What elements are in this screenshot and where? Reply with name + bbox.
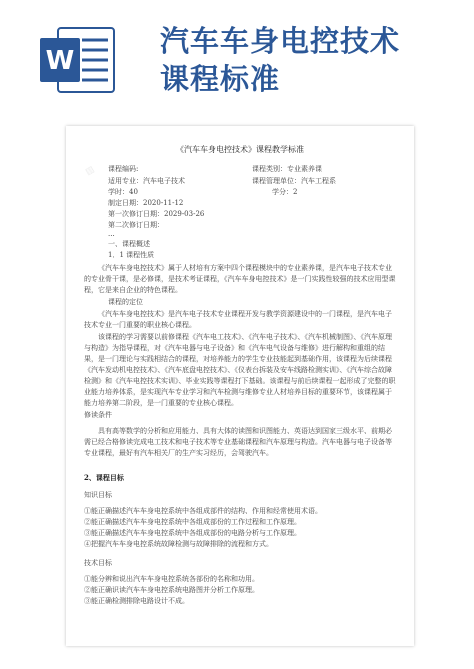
- paragraph-courses: 该课程的学习需要以前修课程《汽车电工技术》、《汽车电子技术》、《汽车机械制图》、《汽车原理与构造》为指导课程，对《汽车电器与电子设备》和《汽车电气设备与维修》进行解构和重组的结果，是一门理论与实践相结合的课程，对培养能力的学生专业技能起到基础作用，该课程为后续课程《汽车发动机电控技术》、《汽车底盘电控技术》、《仪表台拆装及安车线路检测实训》、《汽车综合故障检测》和《汽车电控技术实训》、毕业实践等课程打下基础。该课程与前后续课程一起形成了完整的职业能力培养体系，是实现汽车专业学习和汽车检测与维修专业人材培养目标的重要环节，该课程属于能力培养第二阶段，是一门重要的专业核心课程。: [84, 333, 396, 407]
- document-page: [66, 126, 414, 646]
- knowledge-item-1: ①能正确描述汽车车身电控系统中各组成部件的结构、作用和经常使用术语。: [84, 507, 322, 515]
- knowledge-item-4: ④把握汽车车身电控系统故障检测与故障排除的流程和方式。: [84, 540, 273, 548]
- skill-item-1: ①能分辨和说出汽车车身电控系统各部份的名称和功用。: [84, 575, 259, 583]
- doc-title: 《汽车车身电控技术》课程教学标准: [176, 145, 304, 154]
- revision-2: 第二次修订日期：: [108, 221, 164, 229]
- managing-unit: 课程管理单位：汽车工程系: [252, 177, 336, 185]
- position-heading: 课程的定位: [108, 298, 143, 306]
- course-category: 课程类别：专业素养课: [252, 165, 322, 173]
- word-icon-letter: W: [45, 46, 75, 76]
- revision-1: 第一次修订日期：2029-03-26: [108, 210, 205, 218]
- section-1-1-heading: 1．1 课程性质: [108, 251, 155, 259]
- watermark: ▨: [83, 164, 97, 178]
- knowledge-item-3: ③能正确描述汽车车身电控系统中各组成部份的电路分析与工作原理。: [84, 529, 301, 537]
- knowledge-heading: 知识目标: [84, 491, 112, 499]
- banner-title-line1: 汽车车身电控技术: [160, 24, 401, 58]
- section-2-heading: 2、课程目标: [84, 473, 124, 482]
- banner-title: [160, 22, 460, 98]
- knowledge-item-2: ②能正确描述汽车车身电控系统中各组成部份的工作过程和工作原理。: [84, 518, 301, 526]
- prereq-heading: 修读条件: [84, 411, 112, 419]
- major: 适用专业：汽车电子技术: [108, 177, 185, 185]
- skill-item-2: ②能正确识读汽车车身电控系统电路图并分析工作原理。: [84, 586, 259, 594]
- paragraph-nature: 《汽车车身电控技术》属于人材培有方案中四个课程模块中的专业素养课，是汽车电子技术专业的专业骨干课，是必修课，是技术考证课程，《汽车车身电控技术》是一门实践性较强的技术应用型课程，它是来自企业的特色课程。: [84, 264, 396, 294]
- credits: 学分：2: [272, 188, 298, 196]
- word-icon: [40, 26, 116, 94]
- skill-item-3: ③能正确检测排除电路设计不成。: [84, 597, 189, 605]
- banner-title-line2: 课程标准: [160, 62, 281, 96]
- banner: [0, 0, 474, 118]
- hours: 学时：40: [108, 188, 138, 196]
- course-code: 课程编码:: [108, 165, 139, 173]
- section-1-heading: 一、课程概述: [108, 240, 150, 248]
- skill-heading: 技术目标: [84, 559, 112, 567]
- paragraph-prereq: 具有高等数学的分析和应用能力、具有大体的读图和识图能力、英语达到国家三级水平、前期必需已经合格修读完成电工技术和电子技术等专业基础课程和汽车原理与构造。汽车电器与电子设备等专业课程，最好有汽车相关厂的生产实习经历，会驾驶汽车。: [84, 427, 392, 457]
- ellipsis: ...: [108, 230, 115, 238]
- paragraph-position: 《汽车车身电控技术》是汽车电子技术专业课程开发与教学资源建设中的一门课程，是汽车电子技术专业一门重要的职业核心课程。: [84, 310, 392, 329]
- made-date: 制定日期：2020-11-12: [108, 199, 184, 207]
